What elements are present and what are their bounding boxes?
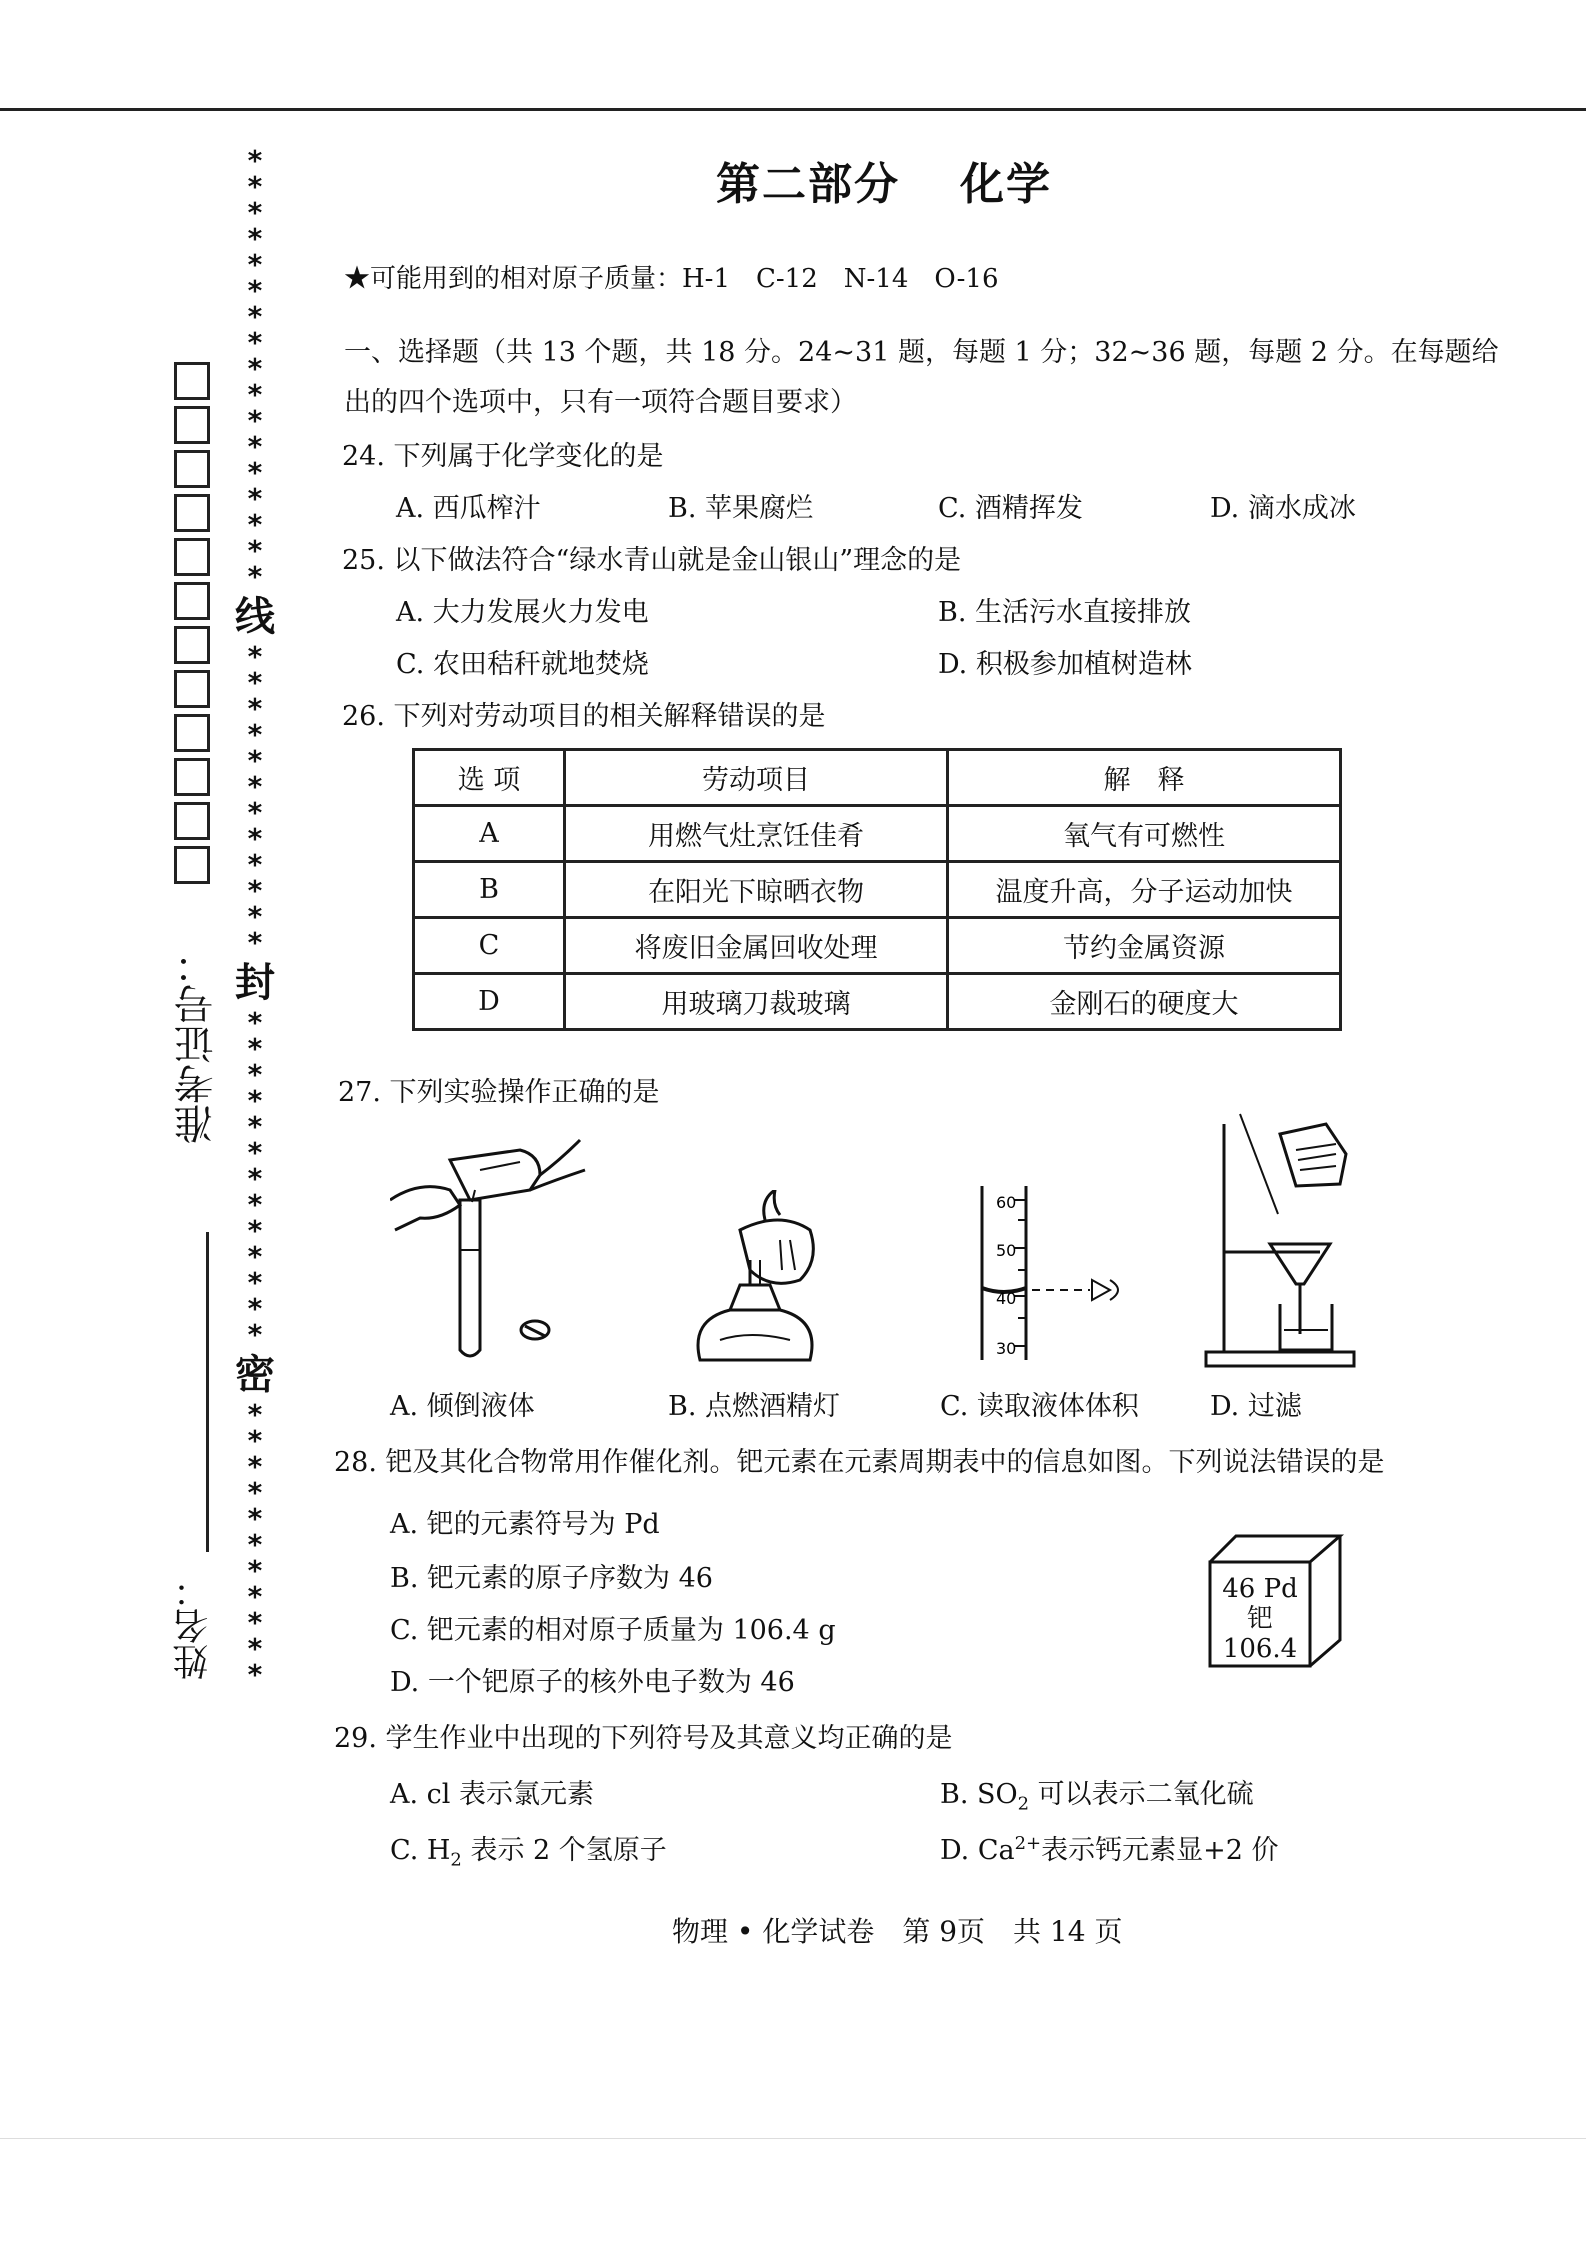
table-row [414,806,1341,862]
q27-option-d[interactable]: D. 过滤 [1210,1391,1302,1422]
q27-option-b[interactable]: B. 点燃酒精灯 [668,1391,841,1422]
table-header-task: 劳动项目 [565,750,948,806]
instructions-line2: 出的四个选项中，只有一项符合题目要求） [344,387,857,418]
q24-option-a[interactable]: A. 西瓜榨汁 [396,493,541,524]
table-header-explanation: 解 释 [948,750,1341,806]
page-footer: 物理 • 化学试卷 第 9页 共 14 页 [672,1915,1123,1948]
q28-option-b[interactable]: B. 钯元素的原子序数为 46 [390,1563,713,1594]
table-row [414,862,1341,918]
exam-id-label: 准考证号： [174,944,220,1144]
name-write-line[interactable] [206,1232,209,1552]
binding-mark-feng: 封 [235,960,275,1006]
table-cell: 用玻璃刀裁玻璃 [565,974,948,1030]
section-part: 第二部分 [716,159,900,210]
exam-id-boxes[interactable] [174,362,210,884]
q28-option-a[interactable]: A. 钯的元素符号为 Pd [390,1509,660,1540]
reading-volume-figure [970,1180,1150,1370]
table-header-option: 选 项 [414,750,565,806]
table-cell[interactable]: C [414,918,565,974]
binding-star-column: * * * * * * * * * * * * * * * * * 线 * * * * * * * * * * * * 封 * * * * * * * * * * * * * 密 * * * * * * * * * * * [235,144,275,1691]
q29-option-d[interactable]: D. $Ca^{2+}$表示钙元素显+2 价 [940,1833,1279,1866]
alcohol-lamp-figure [690,1190,850,1370]
table-cell: 将废旧金属回收处理 [565,918,948,974]
q25-stem: 25. 以下做法符合“绿水青山就是金山银山”理念的是 [342,545,962,576]
q28-option-c[interactable]: C. 钯元素的相对原子质量为 106.4 g [390,1615,836,1646]
q24-option-c[interactable]: C. 酒精挥发 [938,493,1083,524]
cylinder-tick-50: 50 [996,1241,1017,1260]
table-cell: 金刚石的硬度大 [948,974,1341,1030]
pouring-liquid-figure [390,1130,590,1366]
table-header-row [414,750,1341,806]
table-cell[interactable]: A [414,806,565,862]
table-row [414,918,1341,974]
q28-option-d[interactable]: D. 一个钯原子的核外电子数为 46 [390,1667,795,1698]
q27-option-c[interactable]: C. 读取液体体积 [940,1391,1139,1422]
bottom-rule [0,2138,1586,2139]
element-name: 钯 [1246,1604,1273,1634]
binding-mark-mi: 密 [235,1352,275,1398]
q27-option-a[interactable]: A. 倾倒液体 [390,1391,535,1422]
cylinder-tick-40: 40 [996,1289,1017,1308]
q24-option-d[interactable]: D. 滴水成冰 [1210,493,1356,524]
table-cell: 节约金属资源 [948,918,1341,974]
q29-option-c[interactable]: C. $H_2$ 表示 2 个氢原子 [390,1835,667,1871]
table-cell[interactable]: B [414,862,565,918]
table-cell: 氧气有可燃性 [948,806,1341,862]
q26-table [412,748,1342,1031]
q26-stem: 26. 下列对劳动项目的相关解释错误的是 [342,701,826,732]
element-number-symbol: 46 Pd [1222,1574,1298,1604]
q25-option-a[interactable]: A. 大力发展火力发电 [396,597,649,628]
table-cell: 温度升高，分子运动加快 [948,862,1341,918]
cylinder-tick-30: 30 [996,1339,1017,1358]
q29-option-a[interactable]: A. cl 表示氯元素 [390,1779,595,1810]
q27-stem: 27. 下列实验操作正确的是 [338,1077,660,1108]
q29-stem: 29. 学生作业中出现的下列符号及其意义均正确的是 [334,1723,953,1754]
name-label: 姓名： [173,1572,214,1680]
q28-stem: 28. 钯及其化合物常用作催化剂。钯元素在元素周期表中的信息如图。下列说法错误的是 [334,1447,1385,1478]
q25-option-d[interactable]: D. 积极参加植树造林 [938,649,1192,680]
top-rule [0,108,1586,111]
table-cell: 用燃气灶烹饪佳肴 [565,806,948,862]
filtration-figure [1200,1104,1360,1370]
section-title [716,148,1052,212]
q25-option-b[interactable]: B. 生活污水直接排放 [938,597,1192,628]
table-row [414,974,1341,1030]
section-subject: 化学 [960,159,1052,210]
atomic-mass-note: ★可能用到的相对原子质量：H-1 C-12 N-14 O-16 [344,264,999,294]
table-cell[interactable]: D [414,974,565,1030]
binding-mark-xian: 线 [235,594,275,640]
element-mass: 106.4 [1222,1634,1298,1664]
q24-option-b[interactable]: B. 苹果腐烂 [668,493,814,524]
q24-stem: 24. 下列属于化学变化的是 [342,441,664,472]
table-cell: 在阳光下晾晒衣物 [565,862,948,918]
instructions-line1: 一、选择题（共 13 个题，共 18 分。24~31 题，每题 1 分；32~36 题，每题 2 分。在每题给 [344,337,1499,368]
q29-option-b[interactable]: B. $SO_2$ 可以表示二氧化硫 [940,1779,1254,1815]
cylinder-tick-60: 60 [996,1193,1017,1212]
q25-option-c[interactable]: C. 农田秸秆就地焚烧 [396,649,649,680]
